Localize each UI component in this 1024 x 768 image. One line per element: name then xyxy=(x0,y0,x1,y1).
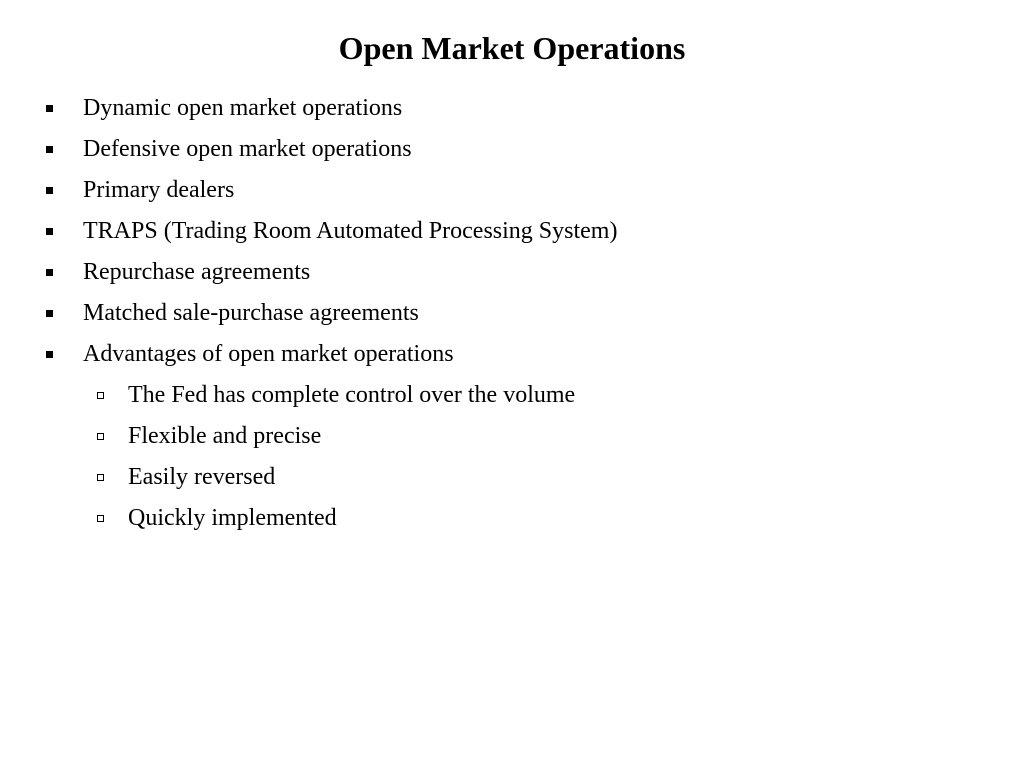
square-bullet-icon xyxy=(46,269,53,276)
hollow-square-bullet-icon xyxy=(97,515,104,522)
hollow-square-bullet-icon xyxy=(97,433,104,440)
square-bullet-icon xyxy=(46,187,53,194)
bullet-text: Dynamic open market operations xyxy=(83,95,403,121)
square-bullet-icon xyxy=(46,146,53,153)
hollow-square-bullet-icon xyxy=(97,392,104,399)
square-bullet-icon xyxy=(46,228,53,235)
bullet-text: Repurchase agreements xyxy=(83,259,311,285)
sub-bullet-item xyxy=(0,457,1024,498)
bullet-item xyxy=(0,293,1024,334)
sub-bullet-text: Flexible and precise xyxy=(128,423,322,449)
hollow-square-bullet-icon xyxy=(97,474,104,481)
bullet-item xyxy=(0,129,1024,170)
sub-bullet-text: The Fed has complete control over the volume xyxy=(128,382,576,408)
sub-bullet-item xyxy=(0,416,1024,457)
sub-bullet-item xyxy=(0,498,1024,539)
bullet-item xyxy=(0,170,1024,211)
bullet-text: TRAPS (Trading Room Automated Processing System) xyxy=(83,218,618,244)
bullet-item xyxy=(0,88,1024,129)
bullet-text: Defensive open market operations xyxy=(83,136,412,162)
bullet-item xyxy=(0,211,1024,252)
bullet-list xyxy=(0,88,1024,539)
sub-bullet-text: Quickly implemented xyxy=(128,505,337,531)
bullet-text: Matched sale-purchase agreements xyxy=(83,300,419,326)
square-bullet-icon xyxy=(46,351,53,358)
bullet-item xyxy=(0,334,1024,375)
bullet-text: Primary dealers xyxy=(83,177,235,203)
sub-bullet-text: Easily reversed xyxy=(128,464,276,490)
sub-bullet-item xyxy=(0,375,1024,416)
square-bullet-icon xyxy=(46,105,53,112)
bullet-text: Advantages of open market operations xyxy=(83,341,454,367)
square-bullet-icon xyxy=(46,310,53,317)
bullet-item xyxy=(0,252,1024,293)
slide-title: Open Market Operations xyxy=(338,30,686,66)
